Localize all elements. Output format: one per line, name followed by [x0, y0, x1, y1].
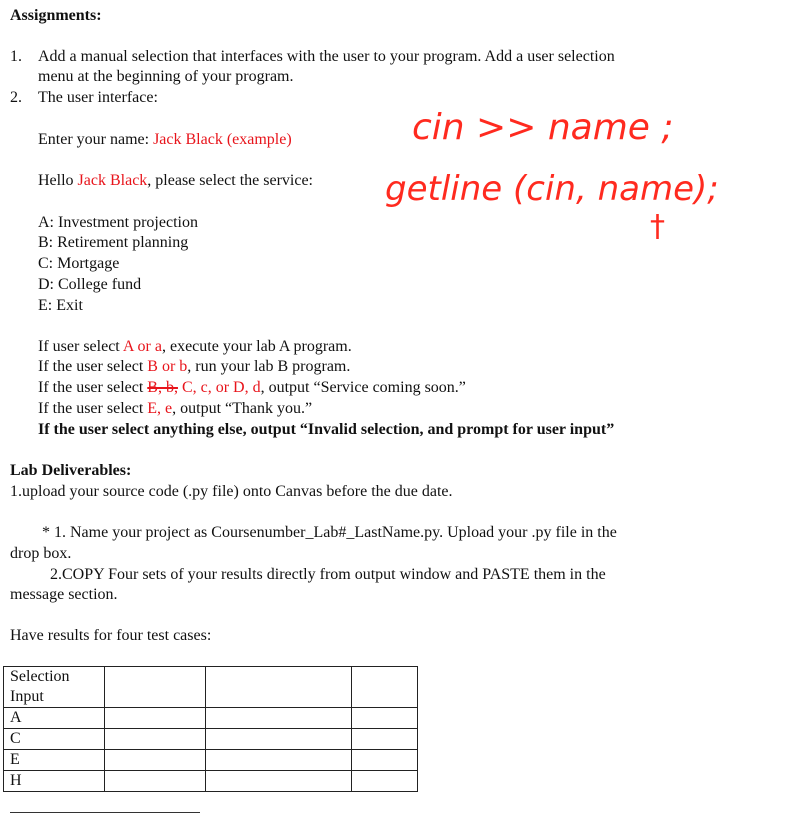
table-row-label: E [4, 750, 105, 771]
test-cases-intro: Have results for four test cases: [10, 627, 212, 644]
item-1-line1: Add a manual selection that interfaces with the user to your program. Add a user selection [38, 48, 615, 65]
note-1-line2: drop box. [10, 545, 72, 562]
table-cell [105, 708, 206, 729]
menu-option-b: B: Retirement planning [38, 234, 189, 251]
table-header-cell [4, 667, 105, 708]
name-prompt-label: Enter your name: [38, 131, 154, 148]
table-header-line1: Selection [10, 668, 70, 685]
table-cell [206, 771, 352, 792]
hello-name: Jack Black [77, 172, 148, 189]
table-cell [352, 708, 418, 729]
item-2-number: 2. [10, 89, 22, 106]
menu-option-e: E: Exit [38, 297, 83, 314]
name-prompt-example: Jack Black (example) [153, 131, 292, 148]
handwriting-getline: getline (cin, name); [385, 169, 719, 209]
rule-a-action: , execute your lab A program. [161, 338, 352, 355]
menu-option-a: A: Investment projection [38, 214, 198, 231]
rule-e [38, 399, 312, 419]
rule-invalid: If the user select anything else, output “Invalid selection, and prompt for user input” [38, 421, 615, 438]
rule-a-options: A or a [122, 338, 162, 355]
table-cell [105, 750, 206, 771]
menu-option-d: D: College fund [38, 276, 142, 293]
note-1-line1: * 1. Name your project as Coursenumber_Lab#_LastName.py. Upload your .py file in the [42, 524, 617, 541]
rule-cd-options: C, c, or D, d [177, 379, 261, 396]
hello-line [38, 171, 313, 191]
item-1-line2: menu at the beginning of your program. [38, 68, 294, 85]
results-table [3, 666, 418, 792]
table-cell [352, 771, 418, 792]
rule-e-prefix: If the user select [38, 400, 148, 417]
table-row [4, 729, 418, 750]
assignments-heading: Assignments: [10, 7, 102, 24]
table-header-line2: Input [10, 688, 44, 705]
rule-cd-struck-options: B, b, [147, 379, 178, 396]
table-cell [206, 729, 352, 750]
hello-suffix: , please select the service: [147, 172, 313, 189]
rule-cd [38, 378, 466, 398]
rule-b [38, 357, 350, 377]
note-2-line1: 2.COPY Four sets of your results directly from output window and PASTE them in the [50, 566, 606, 583]
table-row [4, 708, 418, 729]
table-cell [206, 750, 352, 771]
table-row-label: A [4, 708, 105, 729]
table-row [4, 771, 418, 792]
table-row-label: H [4, 771, 105, 792]
rule-a-prefix: If user select [38, 338, 123, 355]
deliverables-heading: Lab Deliverables: [10, 462, 132, 479]
table-header-row [4, 667, 418, 708]
table-cell [352, 750, 418, 771]
menu-option-c: C: Mortgage [38, 255, 120, 272]
rule-cd-prefix: If the user select [38, 379, 148, 396]
rule-b-prefix: If the user select [38, 358, 148, 375]
item-1-number: 1. [10, 48, 22, 65]
rule-e-action: , output “Thank you.” [172, 400, 313, 417]
note-2-line2: message section. [10, 586, 118, 603]
rule-a [38, 337, 352, 357]
table-cell [352, 729, 418, 750]
handwriting-mark: † [650, 209, 665, 244]
rule-b-action: , run your lab B program. [187, 358, 351, 375]
table-cell [352, 667, 418, 708]
rule-e-options: E, e [147, 400, 173, 417]
table-row [4, 750, 418, 771]
table-cell [105, 667, 206, 708]
table-row-label: C [4, 729, 105, 750]
rule-b-options: B or b [147, 358, 188, 375]
handwriting-cin: cin >> name ; [412, 107, 674, 148]
rule-cd-action: , output “Service coming soon.” [260, 379, 466, 396]
deliverables-step1: 1.upload your source code (.py file) onto Canvas before the due date. [10, 483, 453, 500]
name-prompt-line [38, 130, 292, 150]
table-cell [105, 771, 206, 792]
table-cell [105, 729, 206, 750]
item-2-line1: The user interface: [38, 89, 158, 106]
hello-prefix: Hello [38, 172, 78, 189]
footnote-separator [10, 812, 200, 813]
table-cell [206, 708, 352, 729]
table-cell [206, 667, 352, 708]
